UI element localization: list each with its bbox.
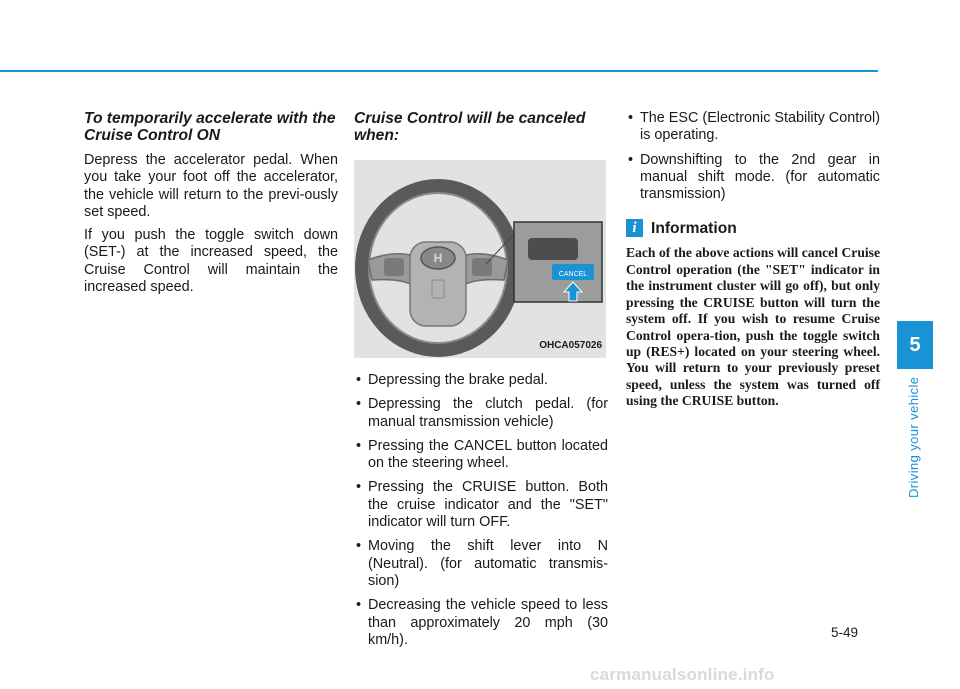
cancel-conditions-list-continued bbox=[626, 110, 880, 203]
list-item: • Depressing the brake pedal. bbox=[354, 372, 608, 389]
information-title: Information bbox=[651, 219, 737, 237]
list-item: • Decreasing the vehicle speed to less than approximately 20 mph (30 km/h). bbox=[354, 597, 608, 649]
chapter-tab: 5 bbox=[897, 321, 933, 369]
list-item: • Pressing the CANCEL button located on the steering wheel. bbox=[354, 438, 608, 473]
chapter-title: Driving your vehicle bbox=[906, 376, 921, 498]
page-number: 5-49 bbox=[831, 625, 859, 640]
list-item: • Depressing the clutch pedal. (for manual transmission vehicle) bbox=[354, 396, 608, 431]
section-heading-accelerate: To temporarily accelerate with the Cruise Control ON bbox=[84, 110, 336, 144]
list-item: • Moving the shift lever into N (Neutral). (for automatic transmis-sion) bbox=[354, 538, 608, 590]
column-middle bbox=[354, 110, 608, 656]
cancel-label: CANCEL bbox=[558, 271, 588, 278]
list-item: • Downshifting to the 2nd gear in manual shift mode. (for automatic transmission) bbox=[626, 152, 880, 204]
column-right bbox=[626, 110, 880, 410]
list-item: • The ESC (Electronic Stability Control) is operating. bbox=[626, 110, 880, 145]
information-header bbox=[626, 219, 880, 237]
steering-wheel-illustration bbox=[354, 160, 606, 358]
list-item: • Pressing the CRUISE button. Both the cruise indicator and the "SET" indicator will turn OFF. bbox=[354, 479, 608, 531]
info-icon: i bbox=[626, 219, 643, 237]
figure-caption: OHCA057026 bbox=[539, 339, 602, 351]
cancel-conditions-list bbox=[354, 372, 608, 649]
watermark: carmanualsonline.info bbox=[590, 665, 775, 684]
header-rule bbox=[0, 70, 878, 72]
information-body: Each of the above actions will cancel Cruise Control operation (the "SET" indicator in the instrument cluster will go off), but only pressing the CRUISE button will turn the system off. If you wish to resume Cruise Control opera-tion, push the toggle switch up (RES+) located on your steering wheel. You will return to your previously preset speed, unless the system was turned off using the CRUISE button. bbox=[626, 245, 880, 409]
section-heading-canceled: Cruise Control will be canceled when: bbox=[354, 110, 586, 144]
paragraph-toggle: If you push the toggle switch down (SET-) at the increased speed, the Cruise Control will maintain the increased speed. bbox=[84, 227, 338, 296]
svg-text:H: H bbox=[433, 251, 443, 265]
steering-wheel-figure bbox=[354, 160, 606, 358]
paragraph-accelerate: Depress the accelerator pedal. When you take your foot off the accelerator, the vehicle will return to the previ-ously set speed. bbox=[84, 152, 338, 220]
column-left bbox=[84, 110, 338, 302]
